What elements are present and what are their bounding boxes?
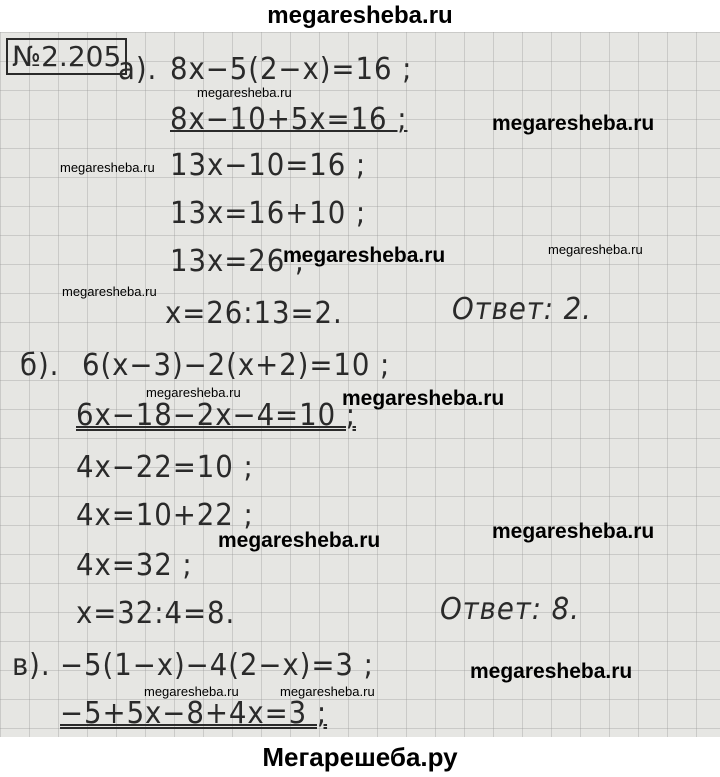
part-a-line-4: 13x=16+10 ;: [170, 196, 367, 231]
footer-site-title: Мегарешеба.ру: [0, 737, 720, 777]
part-a-line-1: 8x−5(2−x)=16 ;: [170, 52, 413, 87]
part-a-label: а).: [118, 52, 158, 87]
part-a-answer: Ответ: 2.: [452, 292, 592, 327]
part-c-line-2: −5+5x−8+4x=3 ;: [60, 696, 328, 731]
part-a-line-3: 13x−10=16 ;: [170, 148, 367, 183]
part-b-line-3: 4x−22=10 ;: [76, 450, 254, 485]
watermark: megaresheba.ru: [342, 387, 505, 410]
part-b-line-1: 6(x−3)−2(x+2)=10 ;: [82, 348, 391, 383]
watermark: megaresheba.ru: [492, 520, 655, 543]
watermark: megaresheba.ru: [283, 244, 446, 267]
part-c-label: в).: [12, 648, 51, 683]
watermark: megaresheba.ru: [492, 112, 655, 135]
part-b-label: б).: [20, 348, 60, 383]
part-a-line-5: 13x=26 ;: [170, 244, 306, 279]
header-site-title: megaresheba.ru: [0, 0, 720, 32]
problem-number: №2.205: [6, 38, 127, 75]
watermark: megaresheba.ru: [197, 85, 292, 100]
watermark: megaresheba.ru: [146, 385, 241, 400]
watermark: megaresheba.ru: [60, 160, 155, 175]
notebook-page: [0, 32, 720, 737]
watermark: megaresheba.ru: [280, 684, 375, 699]
part-b-answer: Ответ: 8.: [440, 592, 580, 627]
part-b-line-4: 4x=10+22 ;: [76, 498, 254, 533]
part-c-line-1: −5(1−x)−4(2−x)=3 ;: [60, 648, 374, 683]
watermark: megaresheba.ru: [144, 684, 239, 699]
watermark: megaresheba.ru: [62, 284, 157, 299]
part-a-line-2: 8x−10+5x=16 ;: [170, 102, 408, 137]
part-b-line-5: 4x=32 ;: [76, 548, 193, 583]
part-b-line-6: x=32:4=8.: [76, 596, 236, 631]
part-b-line-2: 6x−18−2x−4=10 ;: [76, 398, 356, 433]
watermark: megaresheba.ru: [470, 660, 633, 683]
watermark: megaresheba.ru: [548, 242, 643, 257]
watermark: megaresheba.ru: [218, 529, 381, 552]
part-a-line-6: x=26:13=2.: [165, 296, 343, 331]
